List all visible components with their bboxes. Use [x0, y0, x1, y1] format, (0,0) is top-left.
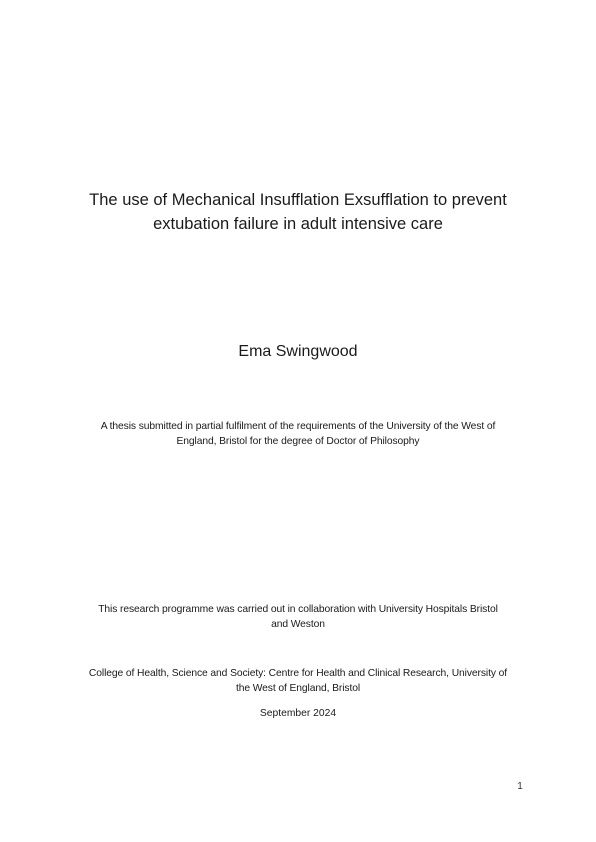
thesis-title-line-2: extubation failure in adult intensive care [153, 215, 443, 233]
author-name: Ema Swingwood [238, 343, 358, 360]
submission-date: September 2024 [259, 708, 337, 719]
degree-statement-line-2: England, Bristol for the degree of Doctor of Philosophy [176, 436, 420, 447]
collaboration-statement-line-1: This research programme was carried out in collaboration with University Hospitals Bristol [98, 604, 498, 615]
degree-statement-line-1: A thesis submitted in partial fulfilment of the requirements of the University of the West of [100, 421, 496, 432]
college-affiliation-line-1: College of Health, Science and Society: Centre for Health and Clinical Research, University of [88, 668, 508, 679]
page-number: 1 [517, 781, 523, 792]
thesis-title-line-1: The use of Mechanical Insufflation Exsufflation to prevent [89, 191, 507, 209]
collaboration-statement-line-2: and Weston [271, 619, 325, 630]
collaboration-statement [70, 602, 526, 632]
college-affiliation [66, 666, 530, 696]
college-affiliation-line-2: the West of England, Bristol [235, 683, 361, 694]
degree-statement [64, 419, 532, 449]
thesis-title [60, 188, 536, 236]
